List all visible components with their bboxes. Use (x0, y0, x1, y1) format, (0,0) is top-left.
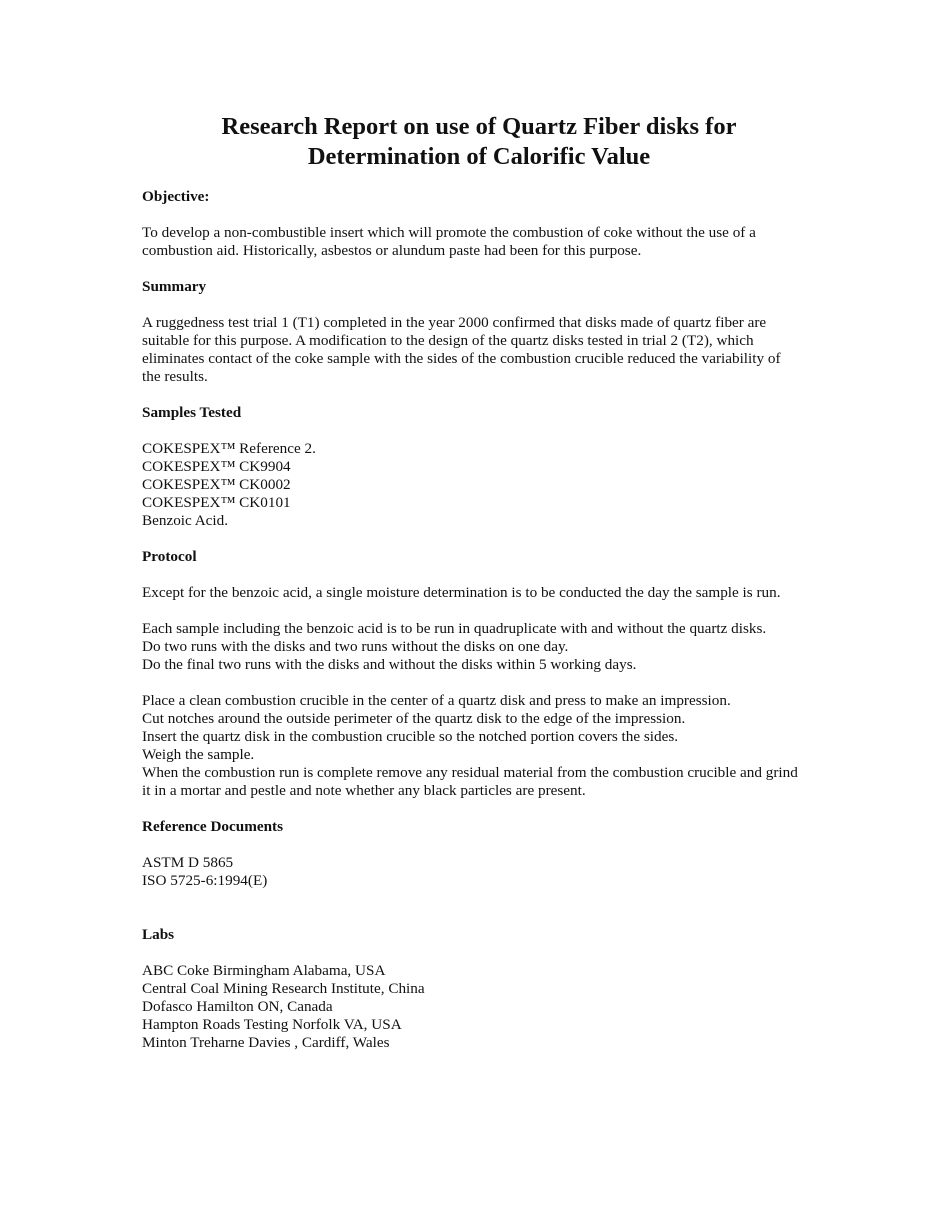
protocol-line: Place a clean combustion crucible in the center of a quartz disk and press to make an impression. (142, 692, 731, 709)
sample-item: COKESPEX™ CK0002 (142, 476, 291, 493)
sample-item: COKESPEX™ CK0101 (142, 494, 291, 511)
summary-line: A ruggedness test trial 1 (T1) completed in the year 2000 confirmed that disks made of quartz fiber are (142, 314, 767, 331)
sample-item: COKESPEX™ CK9904 (142, 458, 291, 475)
protocol-paragraph-3 (142, 692, 832, 800)
protocol-line: When the combustion run is complete remove any residual material from the combustion crucible and grind (142, 764, 798, 781)
reference-item: ISO 5725-6:1994(E) (142, 872, 268, 889)
report-body (142, 188, 832, 1052)
lab-item: Dofasco Hamilton ON, Canada (142, 998, 333, 1015)
references-list (142, 854, 832, 890)
summary-heading: Summary (142, 278, 207, 295)
samples-list (142, 440, 832, 530)
sample-item: COKESPEX™ Reference 2. (142, 440, 316, 457)
title-line-2: Determination of Calorific Value (307, 143, 651, 170)
protocol-line: Except for the benzoic acid, a single moisture determination is to be conducted the day the sample is run. (142, 584, 781, 601)
objective-line: To develop a non-combustible insert which will promote the combustion of coke without the use of a (142, 224, 756, 241)
lab-item: ABC Coke Birmingham Alabama, USA (142, 962, 386, 979)
lab-item: Central Coal Mining Research Institute, China (142, 980, 425, 997)
summary-line: suitable for this purpose. A modification to the design of the quartz disks tested in trial 2 (T2), which (142, 332, 754, 349)
protocol-paragraph-2 (142, 620, 832, 674)
protocol-line: Weigh the sample. (142, 746, 255, 763)
labs-heading: Labs (142, 926, 175, 943)
protocol-paragraph-1 (142, 584, 832, 602)
protocol-line: Do the final two runs with the disks and without the disks within 5 working days. (142, 656, 637, 673)
objective-line: combustion aid. Historically, asbestos or alundum paste had been for this purpose. (142, 242, 642, 259)
protocol-line: it in a mortar and pestle and note whether any black particles are present. (142, 782, 586, 799)
labs-list (142, 962, 832, 1052)
summary-text (142, 314, 832, 386)
reference-item: ASTM D 5865 (142, 854, 234, 871)
objective-text (142, 224, 832, 260)
protocol-line: Do two runs with the disks and two runs without the disks on one day. (142, 638, 569, 655)
objective-heading: Objective: (142, 188, 210, 205)
page-title (0, 112, 950, 172)
samples-heading: Samples Tested (142, 404, 242, 421)
sample-item: Benzoic Acid. (142, 512, 229, 529)
lab-item: Minton Treharne Davies , Cardiff, Wales (142, 1034, 390, 1051)
summary-line: the results. (142, 368, 208, 385)
references-heading: Reference Documents (142, 818, 283, 835)
protocol-line: Insert the quartz disk in the combustion crucible so the notched portion covers the sides. (142, 728, 679, 745)
protocol-heading: Protocol (142, 548, 197, 565)
title-line-1: Research Report on use of Quartz Fiber disks for (221, 113, 737, 140)
protocol-line: Each sample including the benzoic acid is to be run in quadruplicate with and without the quartz disks. (142, 620, 767, 637)
summary-line: eliminates contact of the coke sample with the sides of the combustion crucible reduced the variability of (142, 350, 781, 367)
lab-item: Hampton Roads Testing Norfolk VA, USA (142, 1016, 402, 1033)
protocol-line: Cut notches around the outside perimeter of the quartz disk to the edge of the impression. (142, 710, 686, 727)
